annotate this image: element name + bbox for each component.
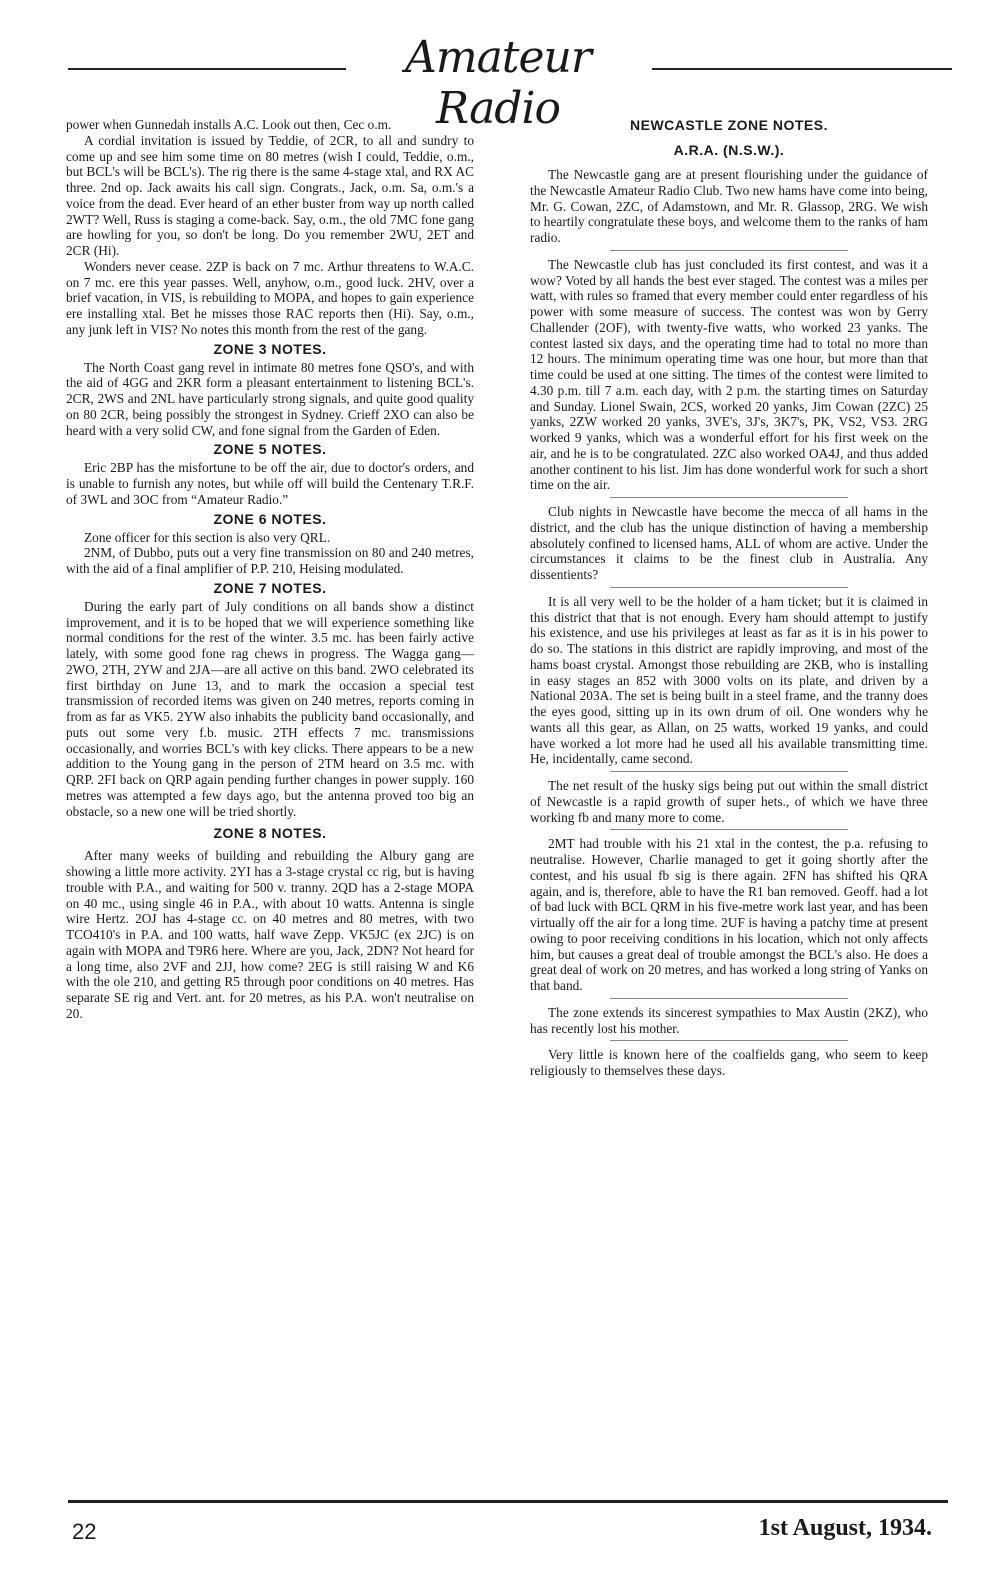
section-divider [610, 1040, 849, 1041]
section-divider [610, 587, 849, 588]
left-paragraph-3: Wonders never cease. 2ZP is back on 7 mc. Arthur threatens to W.A.C. on 7 mc. ere this year passes. Well, anyhow, o.m., good luck. 2HV, over a brief vacation, in VIS, is rebuilding to MOPA, and hopes to gain experience ere installing xtal. Bet he misses those RAC reports then (Hi). Say, o.m., any junk left in VIS? No notes this month from the rest of the gang. [66, 258, 474, 337]
right-paragraph-2: The Newcastle club has just concluded its first contest, and was it a wow? Voted by all hands the best ever staged. The contest was a miles per watt, with rules so framed that every member could enter regardless of his power with some measure of success. The contest was won by Gerry Challender (2OF), with twenty-five watts, who worked 23 yanks. The contest lasted six days, and the operating time had to total no more than 12 hours. The minimum operating time was one hour, but more than that time could be used at one sitting. The times of the contest were limited to 4.30 p.m. till 7 a.m. each day, with 2 p.m. the starting times on Saturday and Sunday. Lionel Swain, 2CS, worked 20 yanks, Jim Cowan (2ZC) 25 yanks, 2ZW worked 20 yanks, 3VE's, 3J's, 3K7's, PK, VS2, VS3. 2RG worked 9 yanks, which was a wonderful effort for his first week on the air, and he is to be congratulated. 2ZC also worked OA4J, and thus added another continent to his list. Jim has done wonderful work for such a short time on the air. [530, 256, 928, 493]
right-paragraph-8: Very little is known here of the coalfields gang, who seem to keep religiously to themselves these days. [530, 1047, 928, 1078]
zone5-heading: ZONE 5 NOTES. [213, 441, 327, 458]
right-paragraph-3: Club nights in Newcastle have become the mecca of all hams in the district, and the club has the unique distinction of having a membership absolutely confined to licensed hams, ALL of whom are active. Under the circumstances it claims to be the finest club in Australia. Any dissentients? [530, 504, 928, 582]
section-divider [610, 998, 849, 999]
left-column [66, 117, 474, 1022]
zone3-text: The North Coast gang revel in intimate 80 metres fone QSO's, and with the aid of 4GG and 2KR form a pleasant entertainment to listening BCL's. 2CR, 2WS and 2NL have particularly strong signals, and quite good quality on 80 2CR, being possibly the strongest in Sydney. Crieff 2XO can also be heard with a very solid CW, and fone signal from the Garden of Eden. [66, 359, 474, 438]
right-paragraph-6: 2MT had trouble with his 21 xtal in the contest, the p.a. refusing to neutralise. However, Charlie managed to get it going shortly after the contest, and his usual fb sig is there again. 2FN has shifted his QRA again, and is, therefore, able to have the R1 ban removed. Geoff. had a lot of bad luck with BCL QRM in his five-metre work last year, and has been virtually off the air for a long time. 2UF is having a patchy time at present owing to poor receiving conditions in his location, which not only affects him, but causes a great deal of trouble amongst the BCL's also. He does a great deal of work on 20 metres, and has worked a long string of Yanks on that band. [530, 836, 928, 993]
section-divider [610, 250, 849, 251]
issue-date: 1st August, 1934. [758, 1515, 932, 1541]
right-column [530, 117, 928, 1079]
right-paragraph-7: The zone extends its sincerest sympathies to Max Austin (2KZ), who has recently lost his mother. [530, 1004, 928, 1036]
zone7-text: During the early part of July conditions on all bands show a distinct improvement, and it is to be hoped that we will experience something like normal conditions for the rest of the winter. 3.5 mc. has been fairly active lately, with some good fone rag chews in progress. The Wagga gang—2WO, 2TH, 2YW and 2JA—are all active on this band. 2WO celebrated its first birthday on June 13, and to mark the occasion a special test transmission of recorded items was given on 240 metres, reports coming in from as far as VK5. 2YW also inhabits the publicity band occasionally, and puts out some very f.b. music. 2TH effects 7 mc. transmissions occasionally, and worries BCL's with key clicks. There appears to be a new addition to the Young gang in the person of 2TM heard on 3.5 mc. with QRP. 2FI back on QRP again pending further changes in power supply. 160 metres was attempted a few days ago, but the antenna proved too big an obstacle, so a new one will be tried shortly. [66, 598, 474, 819]
section-divider [610, 771, 849, 772]
section-divider [610, 497, 849, 498]
zone5-text: Eric 2BP has the misfortune to be off the air, due to doctor's orders, and is unable to furnish any notes, but while off will build the Centenary T.R.F. of 3WL and 3OC from “Amateur Radio.” [66, 460, 474, 507]
right-paragraph-1: The Newcastle gang are at present flourishing under the guidance of the Newcastle Amateur Radio Club. Two new hams have come into being, Mr. G. Cowan, 2ZC, of Adamstown, and Mr. R. Glassop, 2RG. We wish to heartily congratulate these boys, and welcome them to the ranks of ham radio. [530, 167, 928, 245]
masthead-title: Amateur Radio [405, 32, 591, 134]
zone7-heading: ZONE 7 NOTES. [213, 579, 327, 596]
footer-rule [68, 1500, 948, 1503]
masthead-rule-right [652, 68, 952, 70]
zone6-heading: ZONE 6 NOTES. [213, 510, 327, 527]
zone3-heading: ZONE 3 NOTES. [213, 340, 327, 357]
masthead-rule-left [68, 68, 346, 70]
newcastle-subheading: A.R.A. (N.S.W.). [673, 142, 785, 158]
zone8-text: After many weeks of building and rebuilding the Albury gang are showing a little more activity. 2YI has a 3-stage crystal cc rig, but is having trouble with P.A., and waiting for 500 v. tranny. 2QD has a 2-stage MOPA on 40 mc., using single 46 in P.A., with about 10 watts. Antenna is single wire Hertz. 2OJ has 4-stage cc. on 40 metres and 80 metres, with two TCO410's in P.A. and 100 watts, half wave Zepp. VK5JC (ex 2JC) is on again with MOPA and T9R6 here. Where are you, Jack, 2DN? Not heard for a long time, also 2VF and 2JJ, how come? 2EG is still raising W and K6 with the ole 210, and getting R5 through poor conditions on 40 metres. Has separate SE rig and Vert. ant. for 20 metres, as his P.A. won't neutralise on 20. [66, 848, 474, 1021]
left-paragraph-1: power when Gunnedah installs A.C. Look out then, Cec o.m. [66, 117, 392, 132]
left-paragraph-2: A cordial invitation is issued by Teddie, of 2CR, to all and sundry to come up and see him some time on 80 metres (wish I could, Teddie, o.m., but BCL's will be BCL's). The rig there is the same 4-stage xtal, and RX AC three. 2nd op. Jack awaits his call sign. Congrats., Jack, o.m. Sa, o.m.'s a voice from the dead. Ever heard of an ether buster from way up north called 2WT? Well, Russ is staging a come-back. Say, o.m., the old 7MC fone gang are howling for you, so don't be long. Do you remember 2WU, 2ET and 2CR (Hi). [66, 132, 474, 258]
zone6-text-1: Zone officer for this section is also very QRL. [84, 529, 331, 545]
right-paragraph-4: It is all very well to be the holder of a ham ticket; but it is claimed in this district that that is not enough. Every ham should attempt to justify his existence, and use his privileges at least as far as it is in his power to do so. The stations in this district are rapidly improving, and most of the hams boast crystal. Amongst those rebuilding are 2KB, who is installing in easy stages an 852 with 3000 volts on its plate, and driven by a National 203A. The set is being built in a steel frame, and the tranny does the eyes good, sitting up in its own drum of oil. One wonders why he wants all this gear, as Allan, on 25 watts, worked 19 yanks, and could have worked a lot more had he used all his available transmitting time. He, incidentally, came second. [530, 593, 928, 767]
zone6-text-2: 2NM, of Dubbo, puts out a very fine transmission on 80 and 240 metres, with the aid of a final amplifier of P.P. 210, Heising modulated. [66, 545, 474, 576]
page-number: 22 [72, 1519, 97, 1544]
section-divider [610, 829, 849, 830]
newcastle-heading: NEWCASTLE ZONE NOTES. [630, 117, 828, 133]
zone8-heading: ZONE 8 NOTES. [213, 825, 327, 842]
right-paragraph-5: The net result of the husky sigs being put out within the small district of Newcastle is a rapid growth of super hets., of which we have three working fb and many more to come. [530, 778, 928, 825]
